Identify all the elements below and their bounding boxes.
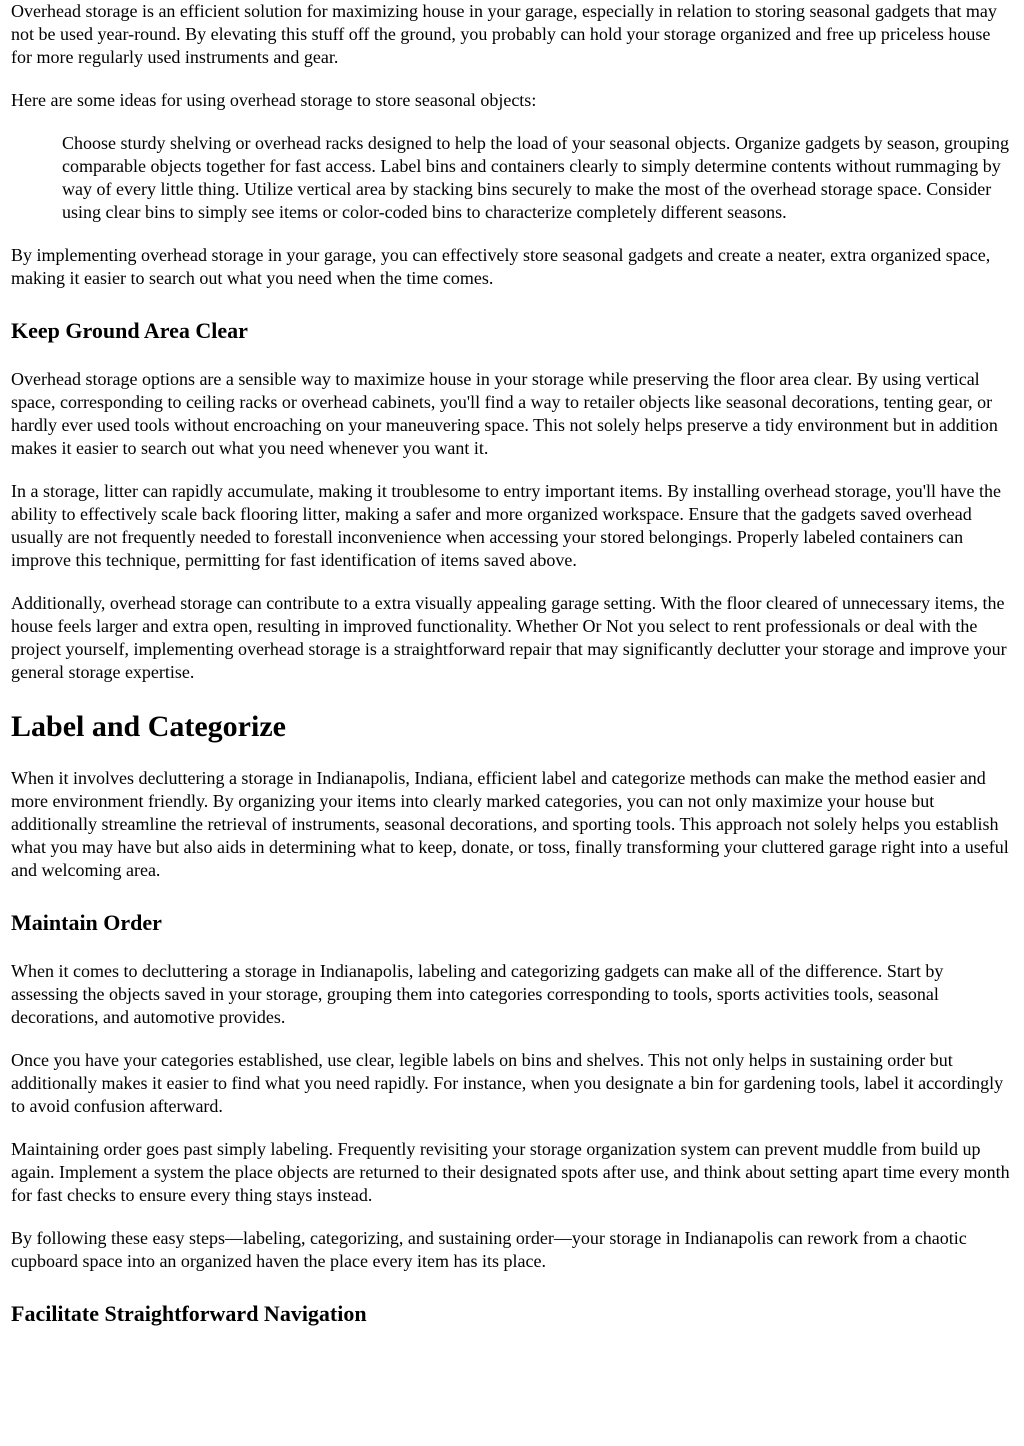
ideas-quote-text: Choose sturdy shelving or overhead racks designed to help the load of your seasonal objects. Organize gadgets by season, grouping comparable objects together for fast access. Label bins and containers clearly to simply determine contents without rummaging by way of every little thing. Utilize vertical area by stacking bins securely to make the most of the overhead storage space. Consider using clear bins to simply see items or color-coded bins to characterize completely different seasons. <box>62 133 1009 222</box>
keep-ground-paragraph-1: Overhead storage options are a sensible way to maximize house in your storage while preserving the floor area clear. By using vertical space, corresponding to ceiling racks or overhead cabinets, you'll find a way to retailer objects like seasonal decorations, tenting gear, or hardly ever used tools without encroaching on your maneuvering space. This not solely helps preserve a tidy environment but in addition makes it easier to search out what you need whenever you want it. <box>11 369 998 458</box>
ideas-blockquote <box>62 132 1014 224</box>
intro-paragraph-1: Overhead storage is an efficient solution for maximizing house in your garage, especially in relation to storing seasonal gadgets that may not be used year-round. By elevating this stuff off the ground, you probably can hold your storage organized and free up priceless house for more regularly used instruments and gear. <box>11 1 997 67</box>
keep-ground-paragraph-2: In a storage, litter can rapidly accumulate, making it troublesome to entry important items. By installing overhead storage, you'll have the ability to effectively scale back flooring litter, making a safer and more organized workspace. Ensure that the gadgets saved overhead usually are not frequently needed to forestall inconvenience when accessing your stored belongings. Properly labeled containers can improve this technique, permitting for fast identification of items saved above. <box>11 481 1001 570</box>
maintain-order-paragraph-4: By following these easy steps—labeling, categorizing, and sustaining order—your storage in Indianapolis can rework from a chaotic cupboard space into an organized haven the place every item has its place. <box>11 1228 967 1271</box>
maintain-order-paragraph-3: Maintaining order goes past simply labeling. Frequently revisiting your storage organization system can prevent muddle from build up again. Implement a system the place objects are returned to their designated spots after use, and think about setting apart time every month for fast checks to ensure every thing stays instead. <box>11 1139 1010 1205</box>
keep-ground-paragraph-3: Additionally, overhead storage can contribute to a extra visually appealing garage setting. With the floor cleared of unnecessary items, the house feels larger and extra open, resulting in improved functionality. Whether Or Not you select to rent professionals or deal with the project yourself, implementing overhead storage is a straightforward repair that may significantly declutter your storage and improve your general storage expertise. <box>11 593 1007 682</box>
intro-paragraph-2: Here are some ideas for using overhead storage to store seasonal objects: <box>11 90 537 110</box>
maintain-order-paragraph-1: When it comes to decluttering a storage in Indianapolis, labeling and categorizing gadgets can make all of the difference. Start by assessing the objects saved in your storage, grouping them into categories corresponding to tools, sports activities tools, seasonal decorations, and automotive provides. <box>11 961 944 1027</box>
heading-maintain-order: Maintain Order <box>11 910 162 935</box>
maintain-order-paragraph-2: Once you have your categories established, use clear, legible labels on bins and shelves. This not only helps in sustaining order but additionally makes it easier to find what you need rapidly. For instance, when you designate a bin for gardening tools, label it accordingly to avoid confusion afterward. <box>11 1050 1004 1116</box>
intro-paragraph-3: By implementing overhead storage in your garage, you can effectively store seasonal gadgets and create a neater, extra organized space, making it easier to search out what you need when the time comes. <box>11 245 991 288</box>
heading-label-and-categorize: Label and Categorize <box>11 710 286 743</box>
heading-facilitate-navigation: Facilitate Straightforward Navigation <box>11 1301 367 1326</box>
label-categorize-paragraph-1: When it involves decluttering a storage in Indianapolis, Indiana, efficient label and categorize methods can make the method easier and more environment friendly. By organizing your items into clearly marked categories, you can not only maximize your house but additionally streamline the retrieval of instruments, seasonal decorations, and sporting tools. This approach not solely helps you establish what you may have but also aids in determining what to keep, donate, or toss, finally transforming your cluttered garage right into a useful and welcoming area. <box>11 768 1009 880</box>
heading-keep-ground-area-clear: Keep Ground Area Clear <box>11 318 248 343</box>
